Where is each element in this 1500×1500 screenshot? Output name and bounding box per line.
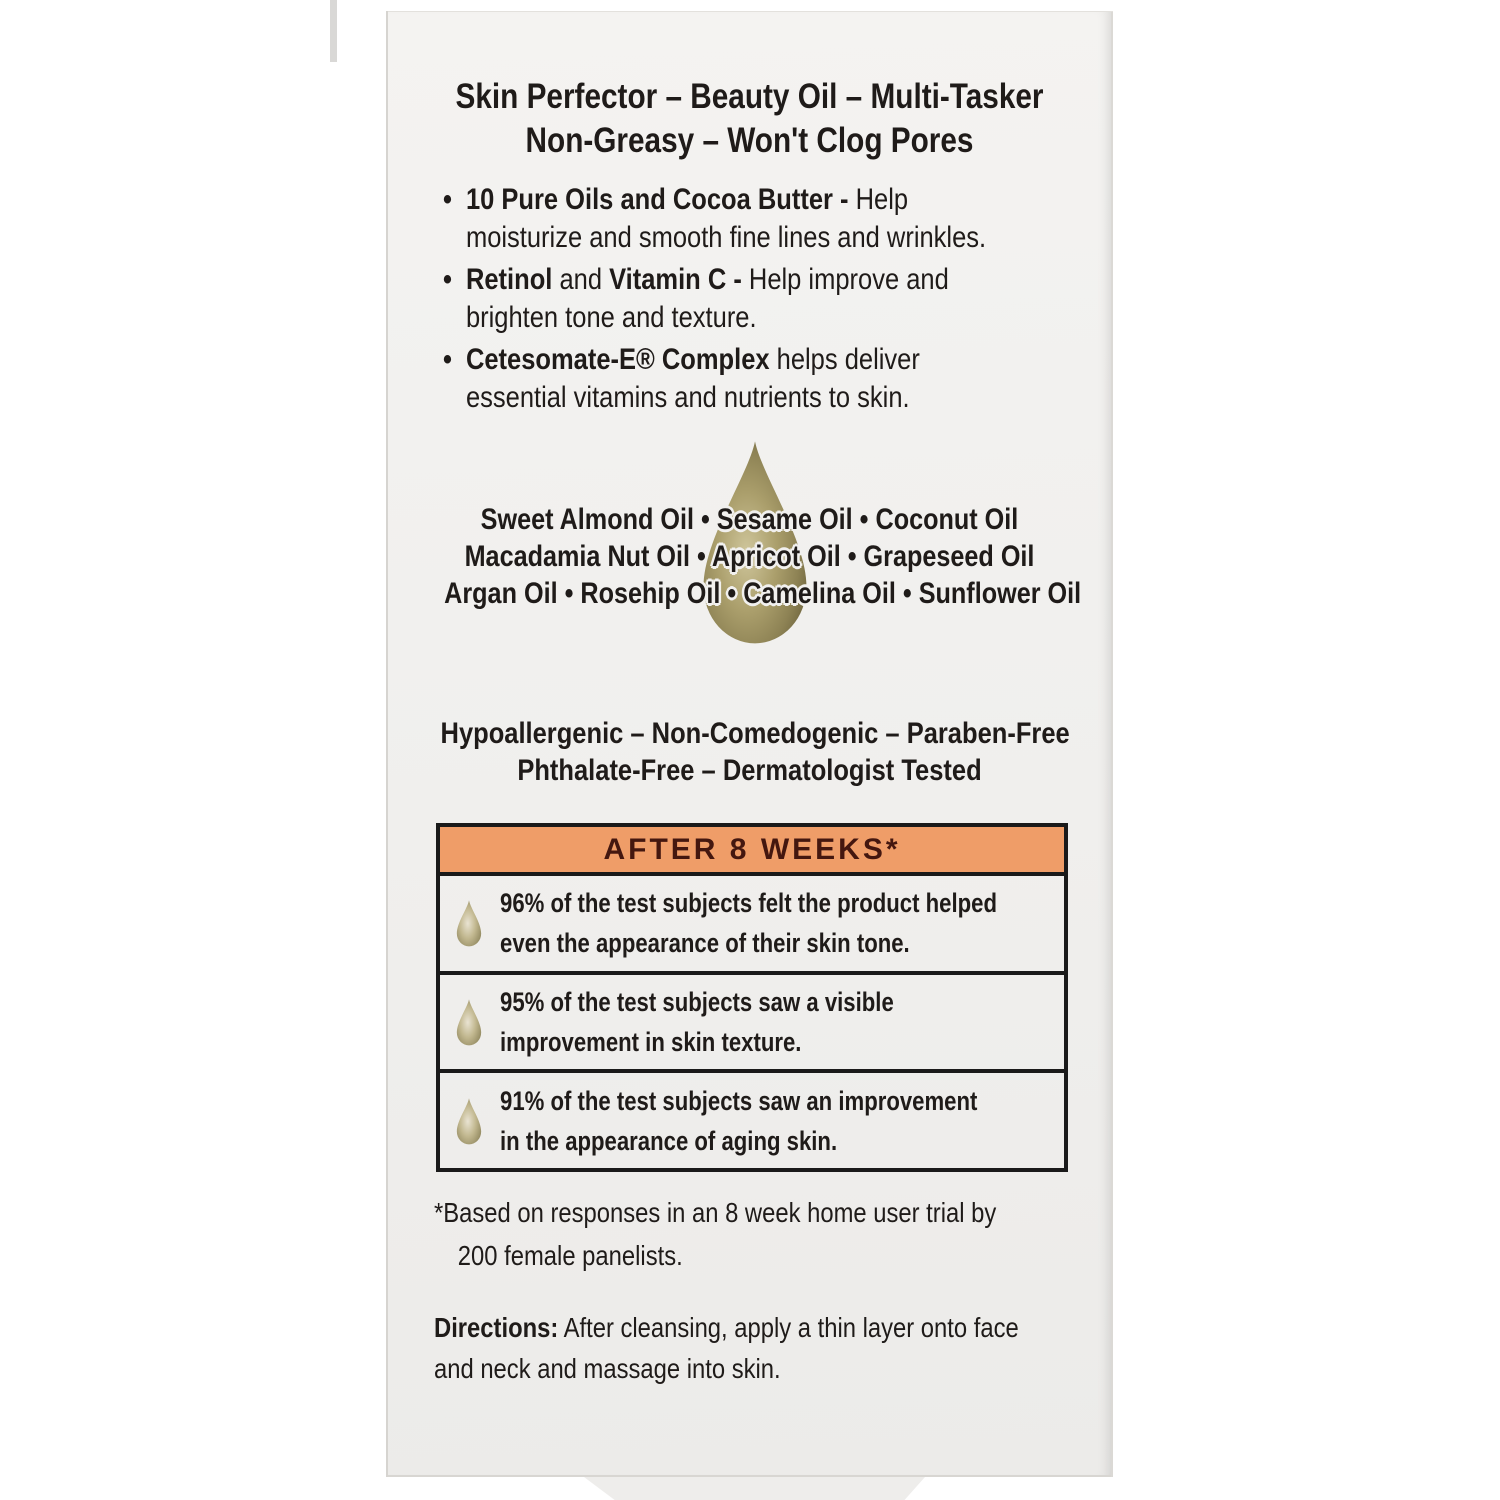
footnote-line: 200 female panelists. <box>457 1240 683 1271</box>
text-fragment: and <box>552 263 610 296</box>
result-text <box>500 883 997 963</box>
oils-line: Sweet Almond Oil • Sesame Oil • Coconut Oil <box>480 503 1019 536</box>
result-row <box>440 876 1064 975</box>
oil-ingredients-list <box>444 501 1082 612</box>
text-fragment: Vitamin C - <box>609 263 749 296</box>
bullet-text <box>466 341 920 417</box>
study-footnote <box>434 1191 996 1277</box>
box-flap-tab <box>584 1477 925 1500</box>
text-fragment: 10 Pure Oils and Cocoa Butter - <box>465 183 856 216</box>
text-line <box>434 1307 1019 1348</box>
text-fragment: Directions: <box>434 1312 559 1343</box>
text-fragment: helps deliver <box>769 343 920 376</box>
oils-line: Argan Oil • Rosehip Oil • Camelina Oil • Sunflower Oil <box>444 577 1082 610</box>
bullet-dot-icon: • <box>443 343 452 376</box>
text-fragment: Help <box>855 183 909 216</box>
results-rows <box>440 876 1064 1168</box>
oils-line: Macadamia Nut Oil • Apricot Oil • Grapeseed Oil <box>464 540 1035 573</box>
text-fragment: Help improve and <box>748 263 949 296</box>
text-fragment: After cleansing, apply a thin layer onto face <box>558 1312 1019 1343</box>
text-fragment: Cetesomate-E® Complex <box>465 343 770 376</box>
text-line: in the appearance of aging skin. <box>500 1125 838 1156</box>
bullet-text <box>466 261 949 337</box>
header-line: Non-Greasy – Won't Clog Pores <box>525 121 974 160</box>
oil-drop-bullet-icon <box>452 998 486 1046</box>
footnote-line: *Based on responses in an 8 week home user trial by <box>434 1197 997 1228</box>
text-fragment: and neck and massage into skin. <box>434 1353 781 1384</box>
result-row <box>440 1073 1064 1168</box>
text-fragment: essential vitamins and nutrients to skin. <box>465 381 910 414</box>
text-line <box>466 261 949 299</box>
bullet-dot-icon: • <box>443 263 452 296</box>
text-fragment: Retinol <box>465 263 553 296</box>
text-line <box>466 299 949 337</box>
bullet-dot-icon: • <box>443 183 452 216</box>
result-row <box>440 975 1064 1074</box>
text-line: improvement in skin texture. <box>500 1027 802 1057</box>
claims-line: Phthalate-Free – Dermatologist Tested <box>517 754 982 787</box>
text-line: even the appearance of their skin tone. <box>500 928 910 959</box>
text-line: 96% of the test subjects felt the product helped <box>500 888 997 919</box>
benefit-bullet <box>443 181 1004 257</box>
text-fragment: brighten tone and texture. <box>465 301 757 334</box>
result-text <box>500 1081 977 1161</box>
text-line: 91% of the test subjects saw an improvement <box>500 1085 978 1116</box>
oil-drop-bullet-icon <box>452 899 486 947</box>
header-line: Skin Perfector – Beauty Oil – Multi-Tasker <box>455 77 1044 116</box>
results-title-band: AFTER 8 WEEKS* <box>440 827 1064 876</box>
product-claims-header <box>441 75 1059 163</box>
benefit-bullet-list <box>443 181 1004 421</box>
package-back-panel <box>386 11 1113 1477</box>
text-line <box>466 341 920 379</box>
bullet-text <box>466 181 986 257</box>
text-line <box>466 219 986 257</box>
result-text <box>500 982 894 1062</box>
text-line <box>434 1348 1019 1389</box>
directions-text <box>434 1307 1019 1389</box>
benefit-bullet <box>443 341 1004 417</box>
text-line <box>466 379 920 417</box>
text-line <box>466 181 986 219</box>
clinical-results-box <box>436 823 1068 1172</box>
safety-claims <box>440 715 1070 789</box>
oil-drop-bullet-icon <box>452 1097 486 1145</box>
text-fragment: moisturize and smooth fine lines and wrinkles. <box>465 221 987 254</box>
claims-line: Hypoallergenic – Non-Comedogenic – Paraben-Free <box>440 717 1070 750</box>
benefit-bullet <box>443 261 1004 337</box>
background-edge <box>330 0 337 62</box>
text-line: 95% of the test subjects saw a visible <box>500 987 894 1017</box>
